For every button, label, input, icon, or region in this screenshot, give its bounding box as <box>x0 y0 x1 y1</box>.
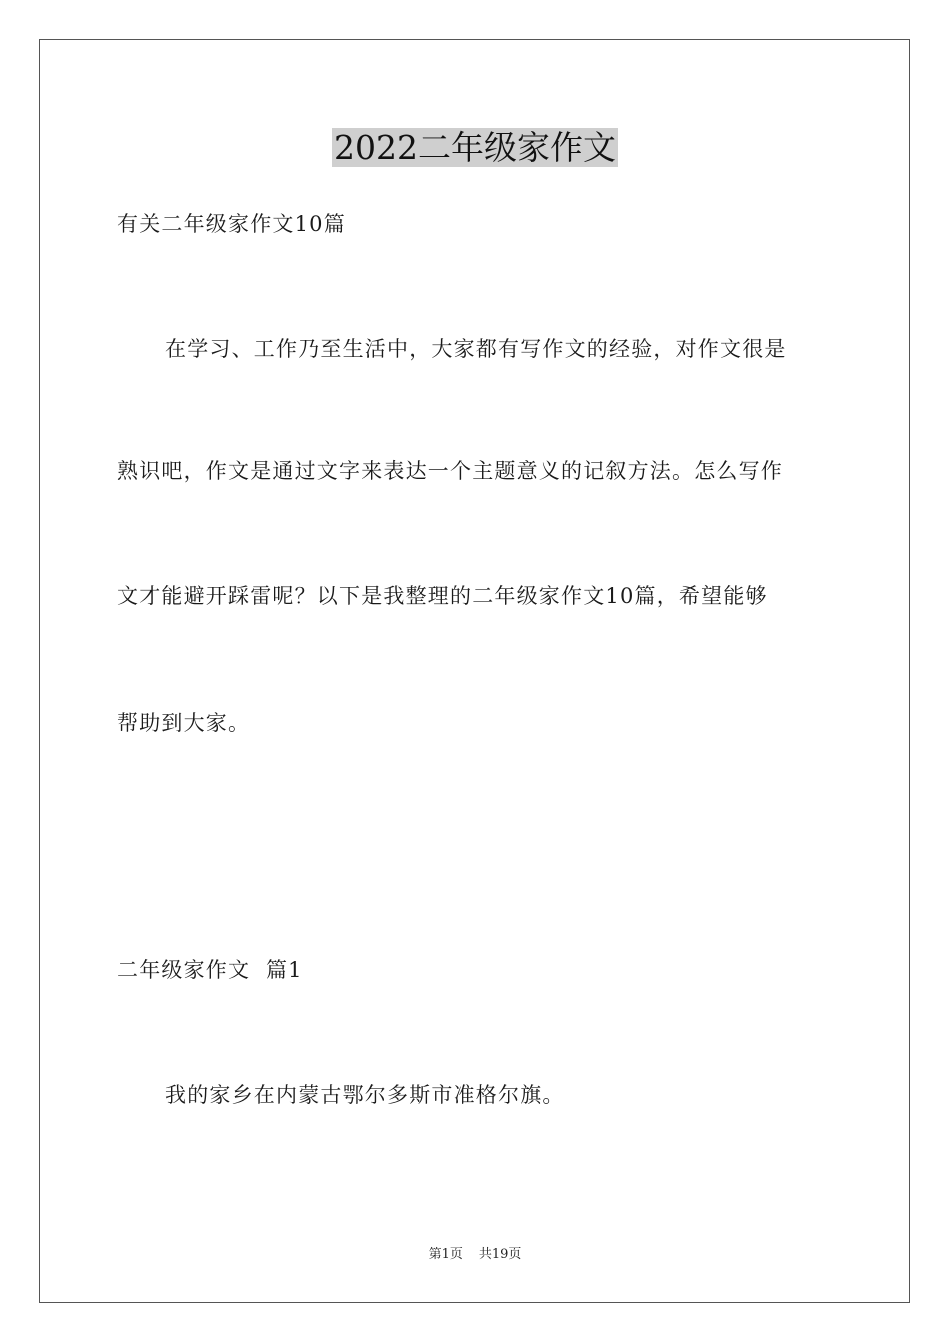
page-number: 第1页 <box>428 1247 463 1262</box>
document-subtitle: 有关二年级家作文10篇 <box>117 212 346 236</box>
document-title-text: 2022二年级家作文 <box>334 128 616 167</box>
page-total: 共19页 <box>478 1247 522 1262</box>
page-footer <box>0 1246 950 1264</box>
intro-line-2: 熟识吧，作文是通过文字来表达一个主题意义的记叙方法。怎么写作 <box>117 459 783 483</box>
section-heading: 二年级家作文 篇1 <box>117 958 303 982</box>
section-line-1: 我的家乡在内蒙古鄂尔多斯市准格尔旗。 <box>165 1083 565 1107</box>
intro-line-1: 在学习、工作乃至生活中，大家都有写作文的经验，对作文很是 <box>165 337 787 361</box>
intro-line-4: 帮助到大家。 <box>117 711 251 735</box>
document-title <box>0 126 950 170</box>
intro-line-3: 文才能避开踩雷呢？以下是我整理的二年级家作文10篇，希望能够 <box>117 584 768 608</box>
